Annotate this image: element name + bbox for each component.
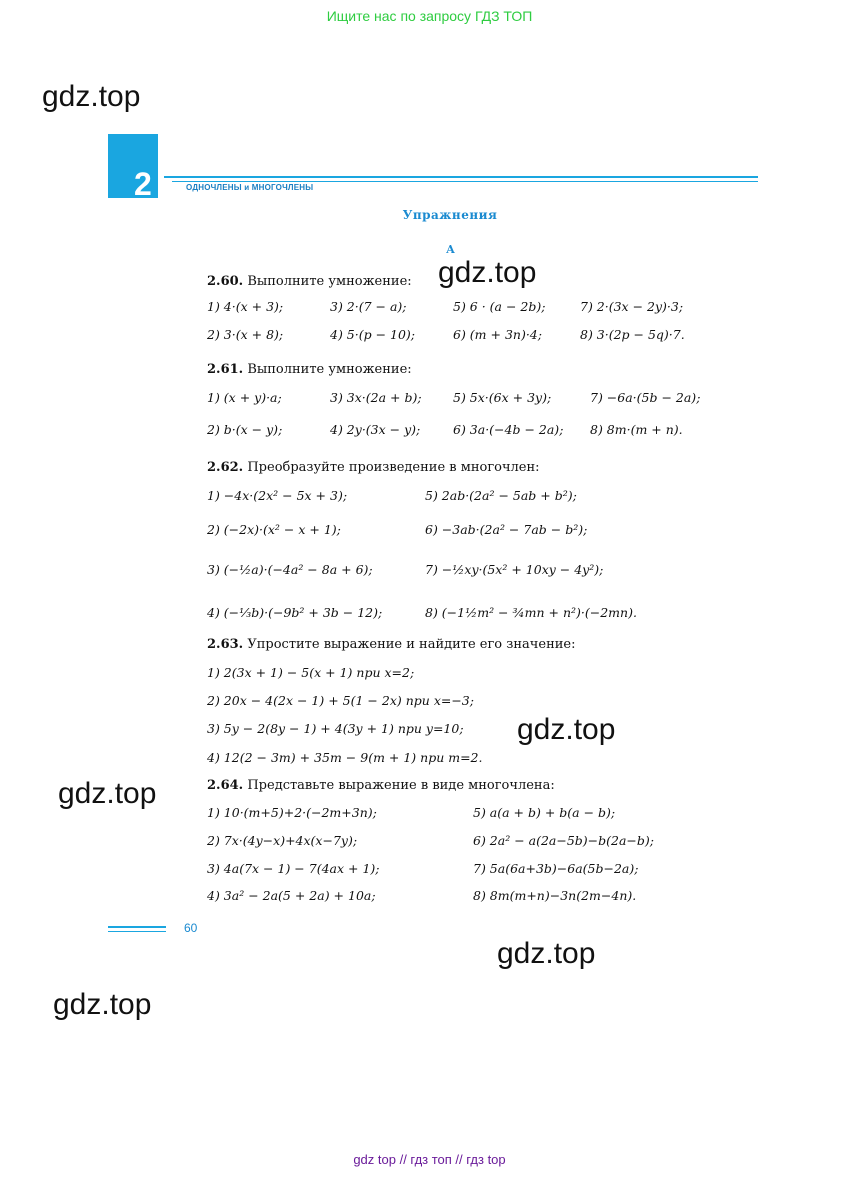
task-item: 3) 5y − 2(8y − 1) + 4(3y + 1) при y=10; — [207, 721, 464, 736]
task-item: 3) (−½a)·(−4a² − 8a + 6); — [207, 562, 373, 577]
task-item: 7) 2·(3x − 2y)·3; — [580, 299, 684, 314]
page-rule — [108, 931, 166, 932]
task-item: 4) 12(2 − 3m) + 35m − 9(m + 1) при m=2. — [207, 750, 483, 765]
task-item: 3) 3x·(2a + b); — [330, 390, 422, 405]
task-item: 8) 3·(2p − 5q)·7. — [580, 327, 685, 342]
task-item: 1) −4x·(2x² − 5x + 3); — [207, 488, 348, 503]
watermark: gdz.top — [53, 988, 152, 1021]
task-item: 7) −½xy·(5x² + 10xy − 4y²); — [425, 562, 604, 577]
footer-links[interactable]: gdz top // гдз топ // гдз top — [353, 1152, 506, 1167]
task-item: 5) a(a + b) + b(a − b); — [473, 805, 616, 820]
task-item: 2) b·(x − y); — [207, 422, 283, 437]
task-item: 4) (−⅓b)·(−9b² + 3b − 12); — [207, 605, 383, 620]
task-item: 3) 4a(7x − 1) − 7(4ax + 1); — [207, 861, 380, 876]
task-item: 4) 5·(p − 10); — [330, 327, 416, 342]
task-item: 8) (−1½m² − ¾mn + n²)·(−2mn). — [425, 605, 637, 620]
task-item: 5) 5x·(6x + 3y); — [453, 390, 552, 405]
task-item: 6) 2a² − a(2a−5b)−b(2a−b); — [473, 833, 654, 848]
task-item: 2) 7x·(4y−x)+4x(x−7y); — [207, 833, 358, 848]
top-banner[interactable]: Ищите нас по запросу ГДЗ ТОП — [326, 8, 533, 24]
task-item: 2) 3·(x + 8); — [207, 327, 284, 342]
section-title: Упражнения — [402, 208, 498, 222]
task-item: 6) (m + 3n)·4; — [453, 327, 542, 342]
level-label: А — [446, 243, 455, 256]
task-heading: 2.61. Выполните умножение: — [207, 362, 412, 377]
header-rule — [172, 181, 758, 182]
chapter-title: ОДНОЧЛЕНЫ и МНОГОЧЛЕНЫ — [186, 183, 314, 192]
task-item: 1) (x + y)·a; — [207, 390, 282, 405]
task-item: 7) −6a·(5b − 2a); — [590, 390, 701, 405]
task-item: 3) 2·(7 − a); — [330, 299, 407, 314]
task-heading: 2.63. Упростите выражение и найдите его значение: — [207, 637, 576, 652]
watermark: gdz.top — [497, 937, 596, 970]
task-item: 4) 3a² − 2a(5 + 2a) + 10a; — [207, 888, 376, 903]
header-rule — [164, 176, 758, 178]
task-item: 8) 8m·(m + n). — [590, 422, 683, 437]
task-item: 1) 2(3x + 1) − 5(x + 1) при x=2; — [207, 665, 415, 680]
page-rule — [108, 926, 166, 928]
chapter-number-badge: 2 — [108, 134, 158, 198]
task-item: 5) 2ab·(2a² − 5ab + b²); — [425, 488, 577, 503]
task-heading: 2.60. Выполните умножение: — [207, 274, 412, 289]
task-item: 8) 8m(m+n)−3n(2m−4n). — [473, 888, 637, 903]
task-heading: 2.64. Представьте выражение в виде многочлена: — [207, 778, 555, 793]
task-item: 7) 5a(6a+3b)−6a(5b−2a); — [473, 861, 639, 876]
task-item: 2) (−2x)·(x² − x + 1); — [207, 522, 341, 537]
task-item: 2) 20x − 4(2x − 1) + 5(1 − 2x) при x=−3; — [207, 693, 474, 708]
task-item: 4) 2y·(3x − y); — [330, 422, 421, 437]
task-item: 6) −3ab·(2a² − 7ab − b²); — [425, 522, 588, 537]
task-item: 5) 6 · (a − 2b); — [453, 299, 546, 314]
task-item: 1) 4·(x + 3); — [207, 299, 284, 314]
watermark: gdz.top — [42, 80, 141, 113]
watermark: gdz.top — [517, 713, 616, 746]
task-item: 6) 3a·(−4b − 2a); — [453, 422, 564, 437]
task-item: 1) 10·(m+5)+2·(−2m+3n); — [207, 805, 377, 820]
watermark: gdz.top — [58, 777, 157, 810]
page-number: 60 — [184, 921, 198, 935]
task-heading: 2.62. Преобразуйте произведение в многочлен: — [207, 460, 540, 475]
watermark: gdz.top — [438, 256, 537, 289]
